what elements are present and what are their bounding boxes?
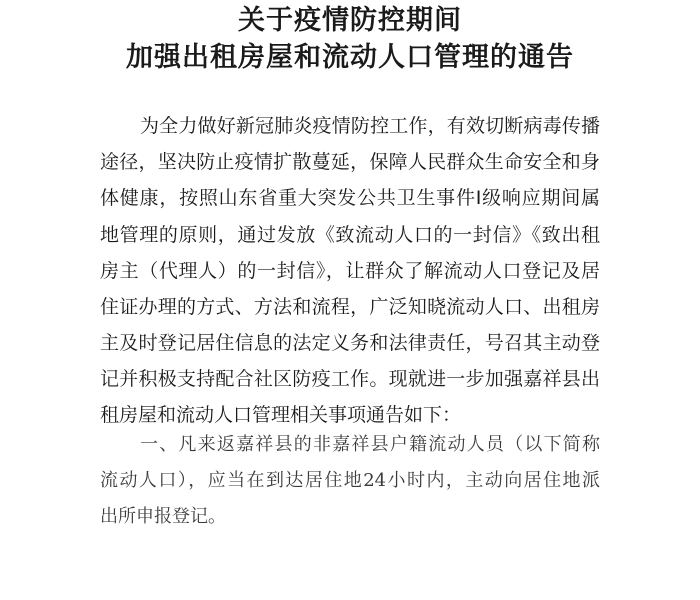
- paragraph-2-line: 一、凡来返嘉祥县的非嘉祥县户籍流动人员（以下简称: [140, 434, 600, 455]
- paragraph-1-line: 途径，坚决防止疫情扩散蔓延，保障人民群众生命安全和身: [100, 151, 600, 173]
- paragraph-1-line: 房主（代理人）的一封信》，让群众了解流动人口登记及居: [100, 260, 600, 282]
- paragraph-1-line: 地管理的原则，通过发放《致流动人口的一封信》《致出租: [100, 224, 600, 246]
- notice-title-line-1: 关于疫情防控期间: [238, 5, 462, 36]
- paragraph-1-line: 为全力做好新冠肺炎疫情防控工作，有效切断病毒传播: [140, 115, 600, 137]
- paragraph-1-line: 主及时登记居住信息的法定义务和法律责任，号召其主动登: [100, 332, 600, 354]
- paragraph-1-line: 租房屋和流动人口管理相关事项通告如下：: [100, 404, 462, 426]
- paragraph-1-line: 体健康，按照山东省重大突发公共卫生事件Ⅰ级响应期间属: [100, 187, 600, 209]
- paragraph-1-line: 记并积极支持配合社区防疫工作。现就进一步加强嘉祥县出: [100, 368, 600, 390]
- paragraph-1-line: 住证办理的方式、方法和流程，广泛知晓流动人口、出租房: [100, 296, 600, 318]
- paragraph-2-line: 流动人口），应当在到达居住地24小时内，主动向居住地派: [100, 470, 600, 491]
- notice-title-line-2: 加强出租房屋和流动人口管理的通告: [126, 42, 574, 73]
- paragraph-2-line: 出所申报登记。: [100, 506, 226, 527]
